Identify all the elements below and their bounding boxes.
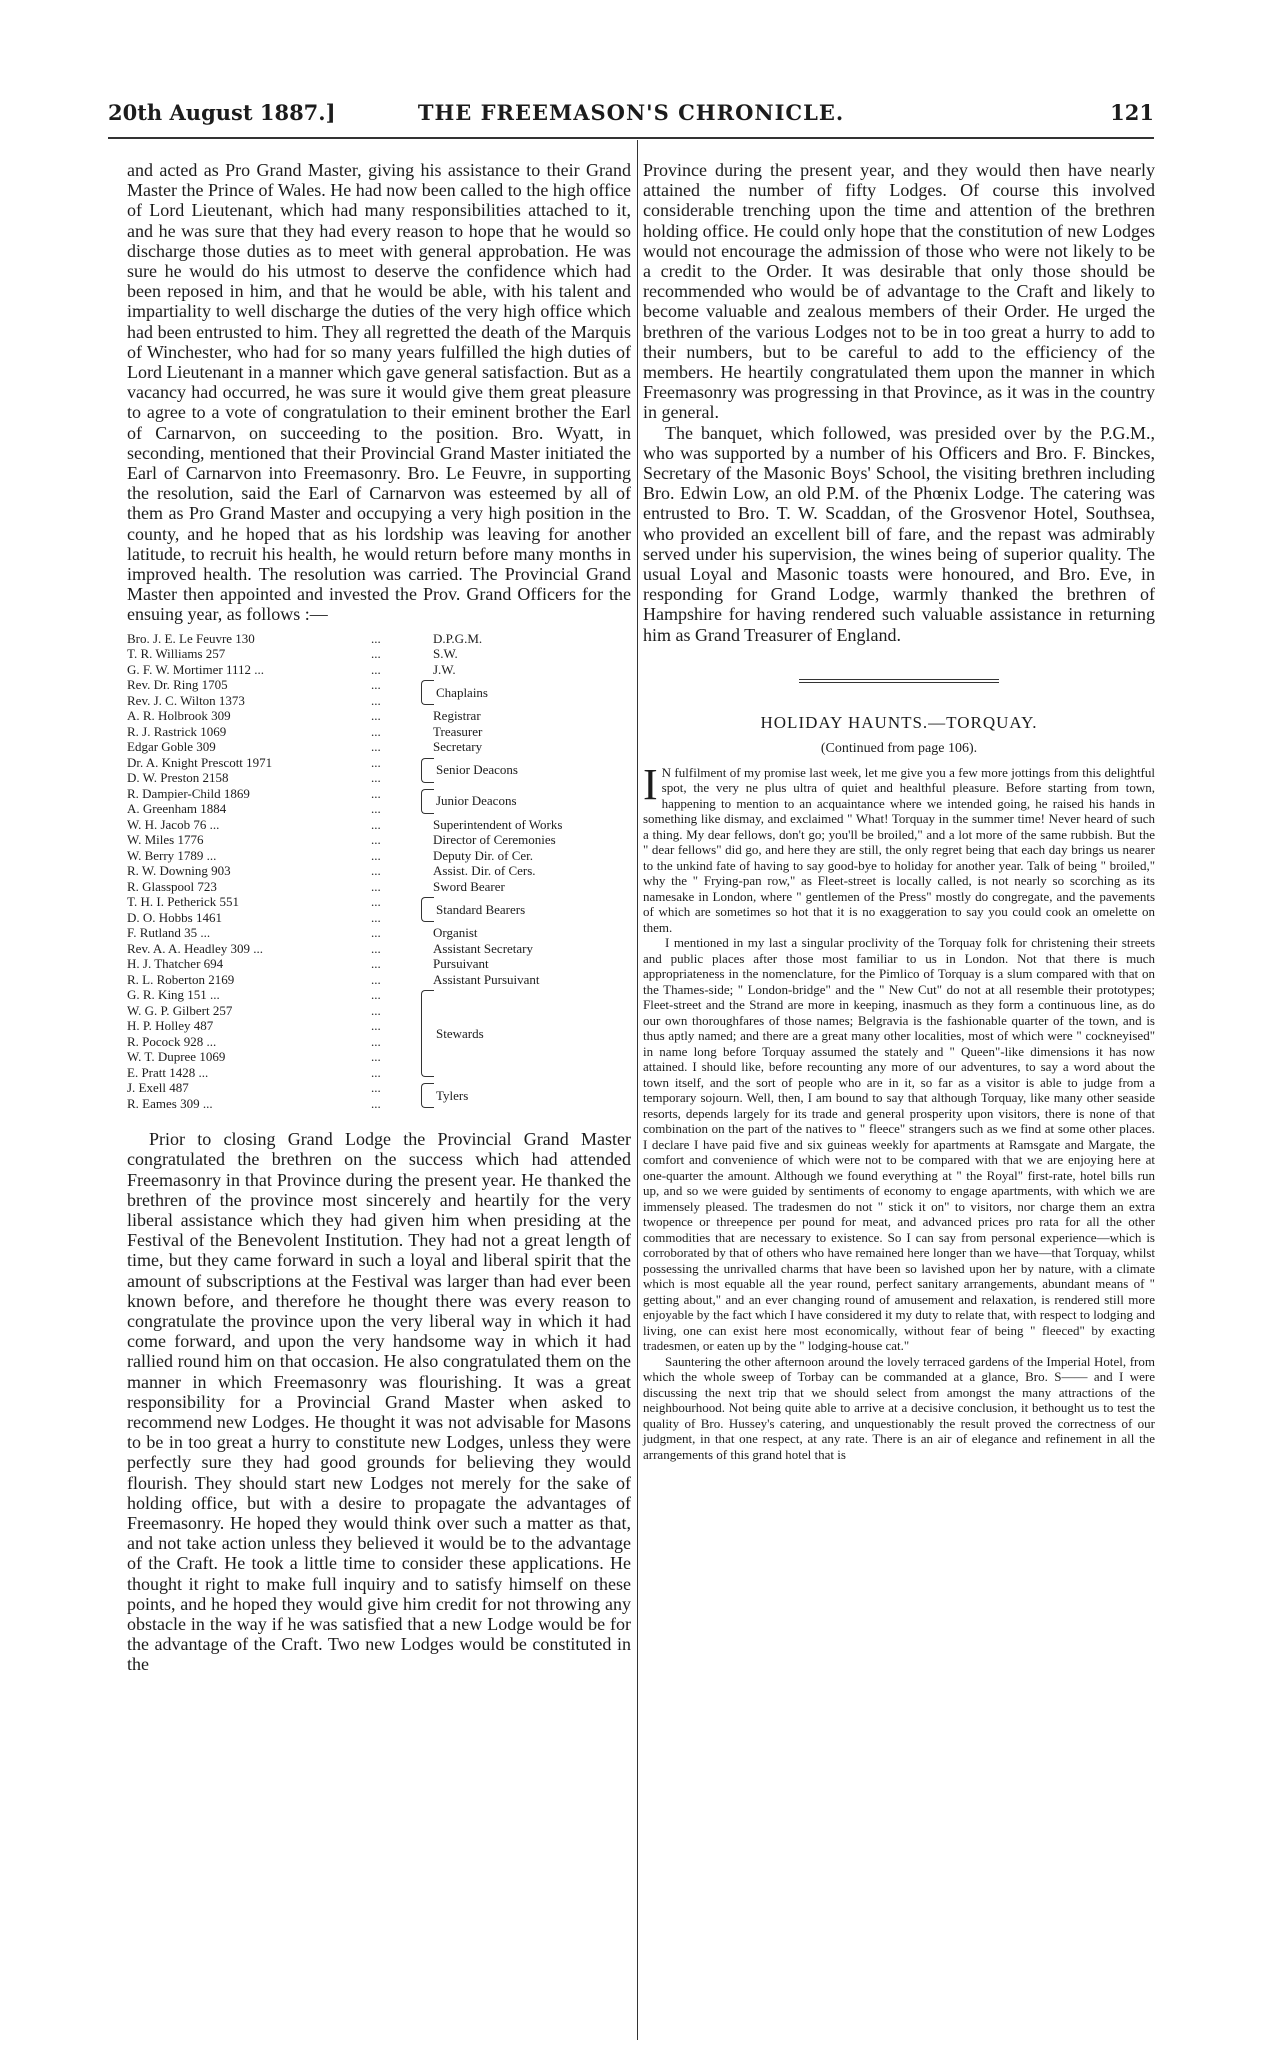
officer-rank: Stewards — [436, 1025, 484, 1041]
issue-date: 20th August 1887.] — [108, 100, 336, 125]
brace — [421, 1083, 434, 1108]
officer-name: G. R. King 151 ... — [127, 987, 220, 1003]
page-header — [108, 100, 1154, 130]
officer-name: T. R. Williams 257 — [127, 646, 226, 662]
officer-rank: D.P.G.M. — [433, 630, 483, 646]
officer-rank: Director of Ceremonies — [433, 832, 556, 848]
officer-row: T. R. Williams 257 ... S.W. — [127, 646, 631, 662]
officer-rank: Tylers — [436, 1087, 469, 1103]
officer-name: D. O. Hobbs 1461 — [127, 909, 222, 925]
officer-name: W. H. Jacob 76 ... — [127, 816, 220, 832]
brace — [421, 990, 434, 1077]
officer-name: W. G. P. Gilbert 257 — [127, 1002, 233, 1018]
officer-rank: Assistant Secretary — [433, 940, 534, 956]
officer-name: T. H. I. Petherick 551 — [127, 894, 240, 910]
left-column — [127, 160, 631, 1675]
officer-name: Bro. J. E. Le Feuvre 130 — [127, 630, 255, 646]
drop-cap: I — [643, 759, 658, 809]
article-paragraph: Sauntering the other afternoon around the lovely terraced gardens of the Imperial Hotel, from which the whole sweep of Torbay can be commanded at a glance, Bro. S—— and I were discussing the next trip that we should select from amongst the many attractions of the neighbourhood. Not being quite able to arrive at a decisive conclusion, it bethought us to test the quality of Bro. Hussey's catering, and unquestionably the result proved the correctness of our judgment, in that one respect, at any rate. There is an air of elegance and refinement in all the arrangements of this grand hotel that is — [643, 1353, 1155, 1462]
officer-name: R. L. Roberton 2169 — [127, 971, 235, 987]
officer-row: R. J. Rastrick 1069 ... Treasurer — [127, 724, 631, 740]
officer-name: H. J. Thatcher 694 — [127, 956, 224, 972]
officer-row: G. F. W. Mortimer 1112 ... ... J.W. — [127, 662, 631, 678]
column-divider — [637, 140, 638, 2040]
officer-row: A. R. Holbrook 309 ... Registrar — [127, 708, 631, 724]
officer-name: J. Exell 487 — [127, 1080, 189, 1096]
officer-rank: Junior Deacons — [436, 793, 517, 809]
officer-name: W. Berry 1789 ... — [127, 847, 217, 863]
officer-name: R. Eames 309 ... — [127, 1095, 213, 1111]
officer-name: H. P. Holley 487 — [127, 1018, 214, 1034]
article-title: HOLIDAY HAUNTS.—TORQUAY. — [760, 712, 1038, 732]
officer-rank: Deputy Dir. of Cer. — [433, 847, 534, 863]
article-subtitle: (Continued from page 106). — [820, 740, 978, 756]
officer-name: Dr. A. Knight Prescott 1971 — [127, 754, 273, 770]
officer-rank: Senior Deacons — [436, 762, 518, 778]
officer-name: A. R. Holbrook 309 — [127, 708, 231, 724]
page-number: 121 — [1110, 100, 1154, 125]
officer-name: W. T. Dupree 1069 — [127, 1049, 226, 1065]
officer-rank: Superintendent of Works — [433, 816, 563, 832]
officer-name: Rev. J. C. Wilton 1373 — [127, 692, 245, 708]
officer-rank: J.W. — [433, 661, 456, 677]
officer-rank: Pursuivant — [433, 956, 489, 972]
officer-rank: Registrar — [433, 708, 481, 724]
banquet-paragraph: The banquet, which followed, was presided over by the P.G.M., who was supported by a number of his Officers and Bro. F. Binckes, Secretary of the Masonic Boys' School, the visiting brethren including Bro. Edwin Low, an old P.M. of the Phœnix Lodge. The catering was entrusted to Bro. T. W. Scaddan, of the Grosvenor Hotel, Southsea, who provided an excellent bill of fare, and the repast was admirably served under his supervision, the wines being of superior quality. The usual Loyal and Masonic toasts were honoured, and Bro. Eve, in responding for Grand Lodge, warmly thanked the brethren of Hampshire for having rendered such valuable assistance in returning him as Grand Treasurer of England. — [643, 422, 1155, 645]
officer-row: R. Glasspool 723 ... Sword Bearer — [127, 879, 631, 895]
officer-name: Edgar Goble 309 — [127, 739, 216, 755]
officer-group-stewards: G. R. King 151 ... W. G. P. Gilbert 257 H. P. Holley 487 R. Pocock 928 ... W. T. Dupree 1069 E. Pratt 1428 ... ... ... ... ... ... ... Stewards — [127, 987, 484, 1080]
officer-group-standard-bearers: T. H. I. Petherick 551 D. O. Hobbs 1461 ... ... Standard Bearers — [127, 894, 526, 925]
grand-lodge-report-paragraph: and acted as Pro Grand Master, giving his assistance to their Grand Master the Prince of Wales. He had now been called to the high office of Lord Lieutenant, which had many responsibilities attached to it, and he was sure that they had every reason to hope that he would so discharge those duties as to meet with general approbation. He was sure he would do his utmost to deserve the confidence which had been reposed in him, and that he would be able, with his talent and impartiality to well discharge the duties of the very high office which had been entrusted to him. They all regretted the death of the Marquis of Winchester, who had for so many years fulfilled the high duties of Lord Lieutenant in a manner which gave general satisfaction. But as a vacancy had occurred, he was sure it would give them great pleasure to agree to a vote of congratulation to their eminent brother the Earl of Carnarvon, on succeeding to the position. Bro. Wyatt, in seconding, mentioned that their Provincial Grand Master initiated the Earl of Carnarvon into Freemasonry. Bro. Le Feuvre, in supporting the resolution, said the Earl of Carnarvon was esteemed by all of them as Pro Grand Master and occupying a very high position in the county, and he hoped that as his lordship was leaving for another latitude, to recruit his health, he would return before many months in improved health. The resolution was carried. The Provincial Grand Master then appointed and invested the Prov. Grand Officers for the ensuing year, as follows :— — [127, 160, 631, 625]
officer-rank: Assist. Dir. of Cers. — [433, 863, 536, 879]
officer-name: Rev. A. A. Headley 309 ... — [127, 940, 263, 956]
officer-name: R. W. Downing 903 — [127, 863, 231, 879]
officer-group-senior-deacons: Dr. A. Knight Prescott 1971 D. W. Preston 2158 ... ... Senior Deacons — [127, 754, 518, 786]
article-paragraph: I mentioned in my last a singular proclivity of the Torquay folk for christening their streets and public places after those most familiar to us in London. Not that there is much appropriateness in the nomenclature, for the Pimlico of Torquay is a slum compared with that on the Thames-side; " London-bridge" and the " New Cut" do not at all resemble their prototypes; Fleet-street and the Strand are more in keeping, inasmuch as they form a continuous line, as do our own thoroughfares of those names; Belgravia is the fashionable quarter of the town, and is thus aptly named; and there are a great many other localities, most of which were " cockneyised" in name long before Torquay assumed the stately and " Queen"-like dimensions it has now attained. I should like, before recounting any more of our adventures, to say a word about the town itself, and the sort of people who are in it, so far as a visitor is able to judge from a temporary sojourn. Well, then, I am bound to say that although Torquay, like many other seaside resorts, depends largely for its trade and general prosperity upon visitors, there is none of that combination on the part of the natives to " fleece" strangers such as we find at some other places. I declare I have paid five and six guineas weekly for apartments at Ramsgate and Margate, the comfort and convenience of which were not to be compared with that we are enjoying here at one-quarter the amount. Although we found everything at " the Royal" first-rate, hotel bills run up, and so we were guided by sentiments of economy to engage apartments, with which we are immensely pleased. The tradesmen do not " stick it on" to visitors, nor charge them an extra twopence or threepence per pound for meat, and advanced prices pro rata for all the other commodities that are necessary to existence. So I can say from personal experience—which is corroborated by that of others who have remained here longer than we have—that Torquay, whilst possessing the unrivalled charms that have been so lavished upon her by nature, with a climate which is most equable all the year round, perfect sanitary arrangements, abundant means of " getting about," and an ever changing round of amusement and relaxation, is rendered still more enjoyable by the fact which I have considered it my duty to relate that, with respect to lodging and living, one can exist here most economically, without fear of being " fleeced" by exacting tradesmen, or eaten up by the " lodging-house cat." — [643, 935, 1155, 1354]
officer-name: R. J. Rastrick 1069 — [127, 723, 227, 739]
brace — [421, 758, 434, 783]
officer-rank: Treasurer — [433, 723, 483, 739]
officer-row: W. H. Jacob 76 ... ... Superintendent of Works — [127, 817, 631, 833]
officer-name: R. Dampier-Child 1869 — [127, 785, 250, 801]
officer-name: G. F. W. Mortimer 1112 ... — [127, 661, 265, 677]
officer-rank: Standard Bearers — [436, 901, 526, 917]
province-paragraph: Province during the present year, and they would then have nearly attained the number of fifty Lodges. Of course this involved considerable trenching upon the time and attention of the brethren holding office. He could only hope that the constitution of new Lodges would not encourage the admission of those who were not likely to be a credit to the Order. It was desirable that only those should be recommended who would be of advantage to the Craft and likely to become valuable and zealous members of their Order. He urged the brethren of the various Lodges not to be in too great a hurry to add to their numbers, but to be careful to add to the efficiency of the members. He heartily congratulated them upon the manner in which Freemasonry was progressing in that Province, as it was in the country in general. — [643, 160, 1155, 423]
officer-name: A. Greenham 1884 — [127, 801, 227, 817]
officer-group-junior-deacons: R. Dampier-Child 1869 A. Greenham 1884 ... ... Junior Deacons — [127, 785, 517, 817]
section-separator — [799, 679, 999, 683]
officer-rank: Secretary — [433, 739, 483, 755]
officer-row: Bro. J. E. Le Feuvre 130 ... D.P.G.M. — [127, 631, 631, 647]
officer-name: W. Miles 1776 — [127, 832, 204, 848]
officer-name: D. W. Preston 2158 — [127, 770, 229, 786]
pgm-address-paragraph: Prior to closing Grand Lodge the Provincial Grand Master congratulated the brethren on the success which had attended Freemasonry in that Province during the present year. He thanked the brethren of the province most sincerely and heartily for the very liberal assistance which they had given him when presiding at the Festival of the Benevolent Institution. They had not a great length of time, but they came forward in such a loyal and liberal spirit that the amount of subscriptions at the Festival was larger than had ever been known before, and therefore he thought there was every reason to congratulate the province upon the very liberal way in which it had come forward, and upon the very handsome way in which it had rallied round him on that occasion. He also congratulated them on the manner in which Freemasonry was flourishing. It was a great responsibility for a Provincial Grand Master when asked to recommend new Lodges. He thought it was not advisable for Masons to be in too great a hurry to constitute new Lodges, unless they were perfectly sure they had good grounds for believing they would flourish. They should start new Lodges not merely for the sake of holding office, but with a desire to propagate the advantages of Freemasonry. He hoped they would think over such a matter as that, and not take action unless they believed it would be to the advantage of the Craft. He took a little time to consider these applications. He thought it right to make full inquiry and to satisfy himself on these points, and he hoped they would give him credit for not throwing any obstacle in the way if he was satisfied that a new Lodge would be for the advantage of the Craft. Two new Lodges would be constituted in the — [127, 1129, 631, 1675]
article-paragraph: N fulfilment of my promise last week, let me give you a few more jottings from this delightful spot, the very ne plus ultra of quiet and healthful pleasure. Before starting from town, happening to mention to an acquaintance where we intended going, he raised his hands in something like dismay, and exclaimed " What! Torquay in the summer time! Never heard of such a thing. My dear fellows, don't go; you'll be broiled," and a lot more of the same rubbish. But the " dear fellows" did go, and here they are still, the only regret being that each day brings us nearer to the unkind fate of having to say good-bye to holiday for another year. Talk of being " broiled," why the " Frying-pan row," as Fleet-street is locally called, is not nearly so scorching as its namesake in London, where " gentlemen of the Press" mostly do congregate, and the pavements of which are sometimes so hot that it is no exaggeration to say you could cook an omelette on them. — [643, 764, 1155, 935]
officer-name: R. Pocock 928 ... — [127, 1033, 217, 1049]
officer-group-tylers: J. Exell 487 R. Eames 309 ... ... ... Tylers — [127, 1080, 469, 1111]
officer-rank: Organist — [433, 925, 478, 941]
officer-rank: S.W. — [433, 646, 458, 662]
officer-row: F. Rutland 35 ... ... Organist — [127, 925, 631, 941]
officer-rank: Chaplains — [436, 684, 488, 700]
officer-row: W. Berry 1789 ... ... Deputy Dir. of Cer. — [127, 848, 631, 864]
officer-name: Rev. Dr. Ring 1705 — [127, 677, 228, 693]
officer-row: R. W. Downing 903 ... Assist. Dir. of Cers. — [127, 863, 631, 879]
officer-name: E. Pratt 1428 ... — [127, 1064, 209, 1080]
officer-row: H. J. Thatcher 694 ... Pursuivant — [127, 956, 631, 972]
right-column — [643, 160, 1155, 1462]
header-rule — [108, 137, 1154, 139]
officer-name: R. Glasspool 723 — [127, 878, 217, 894]
officer-name: F. Rutland 35 ... — [127, 925, 211, 941]
publication-title: THE FREEMASON'S CHRONICLE. — [417, 100, 845, 125]
officer-row: R. L. Roberton 2169 ... Assistant Pursuivant — [127, 972, 631, 988]
brace — [421, 680, 434, 705]
officer-row: W. Miles 1776 ... Director of Ceremonies — [127, 832, 631, 848]
officer-row: Edgar Goble 309 ... Secretary — [127, 739, 631, 755]
officer-rank: Sword Bearer — [433, 878, 505, 894]
officers-list — [127, 631, 631, 1112]
brace — [421, 789, 434, 814]
officer-row: Rev. A. A. Headley 309 ... ... Assistant Secretary — [127, 941, 631, 957]
officer-group-chaplains: Rev. Dr. Ring 1705 Rev. J. C. Wilton 1373 ... ... Chaplains — [127, 677, 488, 708]
officer-rank: Assistant Pursuivant — [433, 971, 540, 987]
brace — [421, 897, 434, 922]
